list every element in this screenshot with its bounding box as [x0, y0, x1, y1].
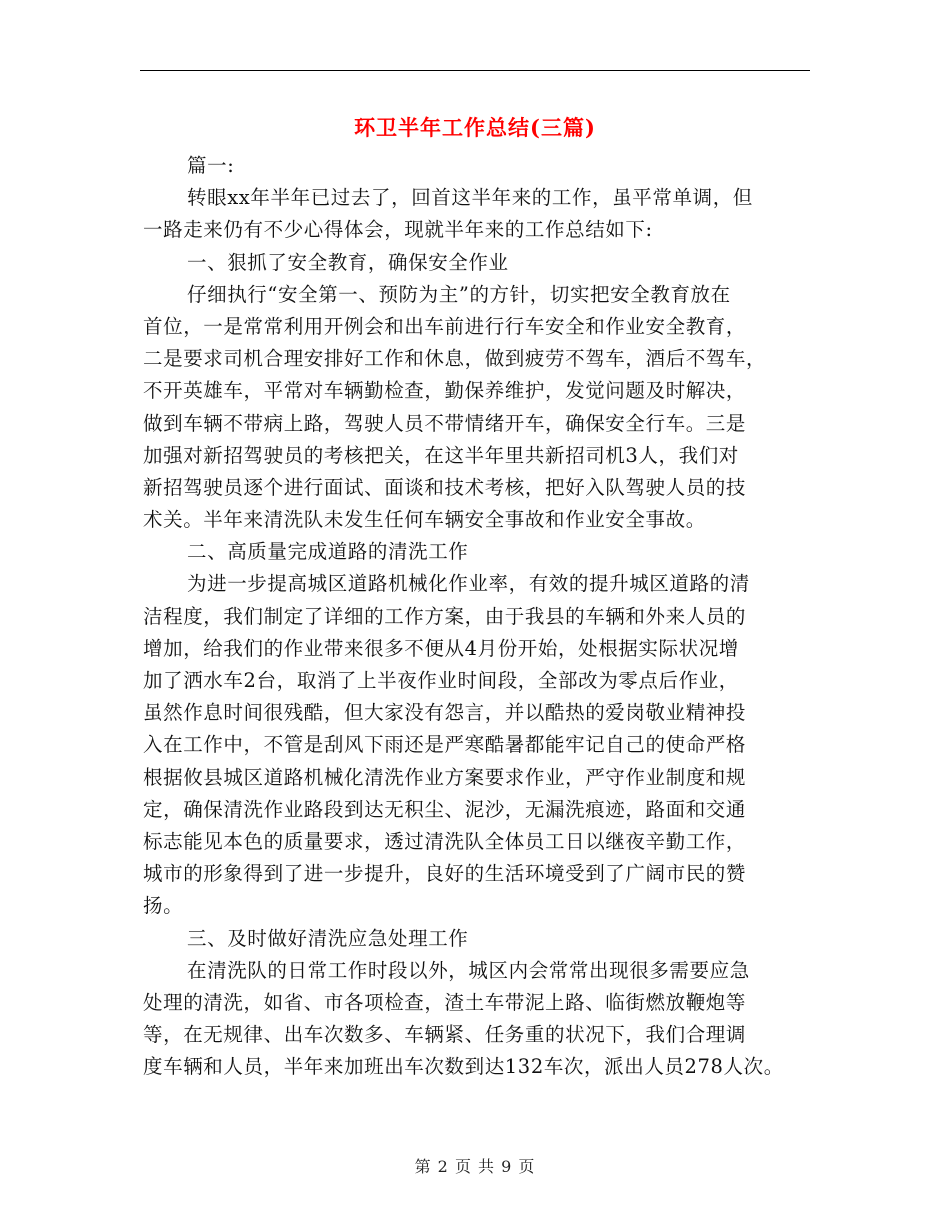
header-rule	[140, 70, 810, 71]
text-line: 仔细执行“安全第一、预防为主”的方针，切实把安全教育放在	[187, 282, 731, 306]
text-line: 虽然作息时间很残酷，但大家没有怨言，并以酷热的爱岗敬业精神投	[143, 701, 747, 725]
text-line: 转眼xx年半年已过去了，回首这半年来的工作，虽平常单调，但	[187, 186, 753, 210]
text-line: 根据攸县城区道路机械化清洗作业方案要求作业，严守作业制度和规	[143, 765, 747, 789]
text-line: 城市的形象得到了进一步提升，良好的生活环境受到了广阔市民的赞	[143, 862, 747, 886]
text-line: 不开英雄车，平常对车辆勤检查，勤保养维护，发觉问题及时解决，	[143, 379, 747, 403]
text-line: 二、高质量完成道路的清洗工作	[187, 540, 469, 564]
text-line: 做到车辆不带病上路，驾驶人员不带情绪开车，确保安全行车。三是	[143, 411, 747, 435]
text-line: 新招驾驶员逐个进行面试、面谈和技术考核，把好入队驾驶人员的技	[143, 475, 747, 499]
text-line: 为进一步提高城区道路机械化作业率，有效的提升城区道路的清	[187, 572, 750, 596]
text-line: 术关。半年来清洗队未发生任何车辆安全事故和作业安全事故。	[143, 508, 706, 532]
text-line: 入在工作中，不管是刮风下雨还是严寒酷暑都能牢记自己的使命严格	[143, 733, 747, 757]
text-line: 二是要求司机合理安排好工作和休息，做到疲劳不驾车，酒后不驾车，	[143, 347, 767, 371]
text-line: 洁程度，我们制定了详细的工作方案，由于我县的车辆和外来人员的	[143, 604, 747, 628]
text-line: 定，确保清洗作业路段到达无积尘、泥沙，无漏洗痕迹，路面和交通	[143, 797, 747, 821]
text-line: 增加，给我们的作业带来很多不便从4月份开始，处根据实际状况增	[143, 636, 739, 660]
text-line: 三、及时做好清洗应急处理工作	[187, 926, 469, 950]
text-line: 处理的清洗，如省、市各项检查，渣土车带泥上路、临街燃放鞭炮等	[143, 990, 747, 1014]
text-line: 度车辆和人员，半年来加班出车次数到达132车次，派出人员278人次。	[143, 1055, 784, 1079]
text-line: 在清洗队的日常工作时段以外，城区内会常常出现很多需要应急	[187, 958, 750, 982]
text-line: 扬。	[143, 894, 184, 918]
page-number: 第 2 页 共 9 页	[414, 1157, 536, 1176]
document-body	[143, 150, 809, 1083]
text-line: 首位，一是常常利用开例会和出车前进行行车安全和作业安全教育，	[143, 314, 747, 338]
text-line: 一、狠抓了安全教育，确保安全作业	[187, 250, 509, 274]
text-line: 加了洒水车2台，取消了上半夜作业时间段，全部改为零点后作业，	[143, 669, 739, 692]
text-line: 加强对新招驾驶员的考核把关，在这半年里共新招司机3人，我们对	[143, 443, 739, 467]
text-line: 标志能见本色的质量要求，透过清洗队全体员工日以继夜辛勤工作，	[143, 829, 747, 853]
document-title: 环卫半年工作总结(三篇)	[354, 115, 596, 140]
text-line: 一路走来仍有不少心得体会，现就半年来的工作总结如下:	[143, 218, 653, 242]
text-line: 篇一:	[187, 154, 235, 177]
text-line: 等，在无规律、出车次数多、车辆紧、任务重的状况下，我们合理调	[143, 1023, 747, 1047]
